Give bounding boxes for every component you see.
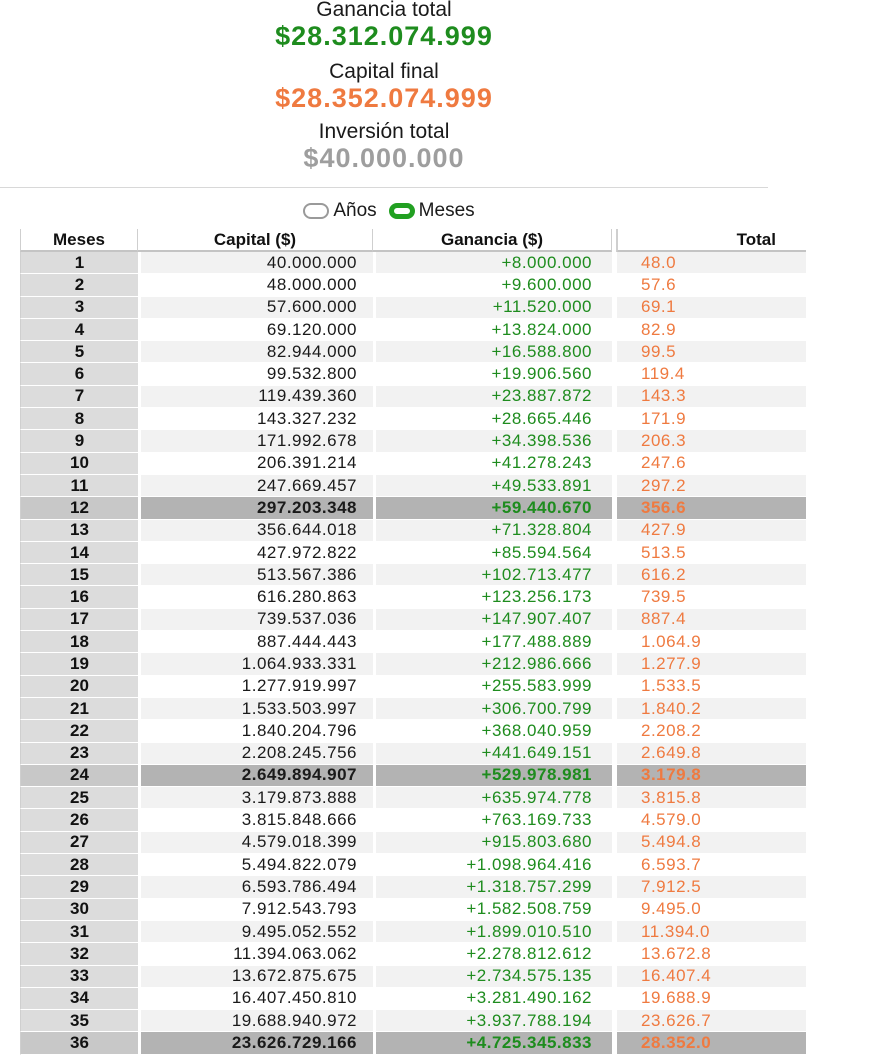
table-row <box>20 297 806 319</box>
month-cell: 36 <box>20 1032 138 1054</box>
capital-cell: 19.688.940.972 <box>138 1010 373 1032</box>
total-value: 82.9 <box>641 319 677 339</box>
total-value: 23.626.7 <box>641 1010 712 1030</box>
gain-cell: +41.278.243 <box>373 453 612 475</box>
total-cell <box>617 252 806 274</box>
table-row <box>20 274 806 296</box>
total-value: 1.840.2 <box>641 698 702 718</box>
total-cell <box>617 319 806 341</box>
month-cell: 6 <box>20 363 138 385</box>
table-header-row <box>20 229 806 252</box>
gain-cell: +19.906.560 <box>373 363 612 385</box>
capital-cell: 247.669.457 <box>138 475 373 497</box>
month-cell: 8 <box>20 408 138 430</box>
final-capital-label: Capital final <box>329 60 439 83</box>
total-value: 1.064.9 <box>641 631 702 651</box>
gain-cell: +529.978.981 <box>373 765 612 787</box>
gain-cell: +23.887.872 <box>373 386 612 408</box>
total-cell <box>617 609 806 631</box>
month-cell: 5 <box>20 341 138 363</box>
gain-cell: +11.520.000 <box>373 297 612 319</box>
total-value: 616.2 <box>641 564 687 584</box>
month-cell: 16 <box>20 586 138 608</box>
total-value: 69.1 <box>641 297 677 317</box>
month-cell: 3 <box>20 297 138 319</box>
table-row <box>20 988 806 1010</box>
capital-cell: 7.912.543.793 <box>138 899 373 921</box>
years-option-label: Años <box>333 200 377 221</box>
total-cell <box>617 943 806 965</box>
total-cell <box>617 676 806 698</box>
month-cell: 25 <box>20 787 138 809</box>
total-cell <box>617 1010 806 1032</box>
total-cell <box>617 542 806 564</box>
month-cell: 33 <box>20 966 138 988</box>
months-option-label: Meses <box>418 200 475 221</box>
table-row <box>20 408 806 430</box>
capital-cell: 1.277.919.997 <box>138 676 373 698</box>
gain-cell: +28.665.446 <box>373 408 612 430</box>
table-row <box>20 319 806 341</box>
month-cell: 7 <box>20 386 138 408</box>
gain-cell: +212.986.666 <box>373 653 612 675</box>
table-row <box>20 876 806 898</box>
capital-cell: 5.494.822.079 <box>138 854 373 876</box>
total-cell <box>617 921 806 943</box>
capital-cell: 1.064.933.331 <box>138 653 373 675</box>
month-cell: 15 <box>20 564 138 586</box>
month-cell: 18 <box>20 631 138 653</box>
capital-cell: 23.626.729.166 <box>138 1032 373 1054</box>
gain-cell: +306.700.799 <box>373 698 612 720</box>
total-cell <box>617 765 806 787</box>
years-radio-icon[interactable] <box>303 203 329 219</box>
total-cell <box>617 698 806 720</box>
month-cell: 26 <box>20 809 138 831</box>
table-row <box>20 854 806 876</box>
total-value: 16.407.4 <box>641 966 712 986</box>
month-cell: 9 <box>20 430 138 452</box>
table-row <box>20 631 806 653</box>
table-row <box>20 497 806 519</box>
total-value: 4.579.0 <box>641 810 702 830</box>
capital-cell: 1.840.204.796 <box>138 720 373 742</box>
gain-cell: +635.974.778 <box>373 787 612 809</box>
gain-cell: +368.040.959 <box>373 720 612 742</box>
total-value: 356.6 <box>641 497 687 517</box>
total-value: 3.179.8 <box>641 765 702 785</box>
month-cell: 11 <box>20 475 138 497</box>
total-value: 513.5 <box>641 542 687 562</box>
gain-cell: +1.098.964.416 <box>373 854 612 876</box>
table-row <box>20 966 806 988</box>
capital-cell: 13.672.875.675 <box>138 966 373 988</box>
gain-cell: +85.594.564 <box>373 542 612 564</box>
total-value: 206.3 <box>641 431 687 451</box>
table-row <box>20 653 806 675</box>
gain-cell: +16.588.800 <box>373 341 612 363</box>
table-row <box>20 520 806 542</box>
total-value: 11.394.0 <box>641 921 710 941</box>
capital-cell: 356.644.018 <box>138 520 373 542</box>
header-months[interactable]: Meses <box>20 229 138 252</box>
total-value: 1.277.9 <box>641 653 702 673</box>
capital-cell: 4.579.018.399 <box>138 832 373 854</box>
total-cell <box>617 631 806 653</box>
month-cell: 34 <box>20 988 138 1010</box>
total-cell <box>617 899 806 921</box>
table-row <box>20 809 806 831</box>
total-cell <box>617 854 806 876</box>
gain-cell: +49.533.891 <box>373 475 612 497</box>
total-value: 297.2 <box>641 475 687 495</box>
gain-cell: +34.398.536 <box>373 430 612 452</box>
gain-cell: +1.899.010.510 <box>373 921 612 943</box>
month-cell: 13 <box>20 520 138 542</box>
table-row <box>20 363 806 385</box>
results-table <box>20 229 806 1055</box>
month-cell: 24 <box>20 765 138 787</box>
table-row <box>20 921 806 943</box>
total-cell <box>617 363 806 385</box>
table-row <box>20 1032 806 1054</box>
total-cell <box>617 809 806 831</box>
gain-cell: +2.278.812.612 <box>373 943 612 965</box>
total-investment-label: Inversión total <box>318 120 450 143</box>
header-capital[interactable]: Capital ($) <box>138 229 373 252</box>
total-cell <box>617 475 806 497</box>
gain-cell: +13.824.000 <box>373 319 612 341</box>
total-value: 887.4 <box>641 609 687 629</box>
total-value: 13.672.8 <box>641 943 712 963</box>
total-value: 2.208.2 <box>641 720 702 740</box>
period-toggle <box>0 188 768 234</box>
gain-cell: +3.937.788.194 <box>373 1010 612 1032</box>
month-cell: 21 <box>20 698 138 720</box>
total-value: 3.815.8 <box>641 787 702 807</box>
gain-cell: +3.281.490.162 <box>373 988 612 1010</box>
total-cell <box>617 988 806 1010</box>
table-row <box>20 586 806 608</box>
total-value: 427.9 <box>641 520 687 540</box>
table-row <box>20 765 806 787</box>
total-cell <box>617 832 806 854</box>
total-cell <box>617 297 806 319</box>
capital-cell: 69.120.000 <box>138 319 373 341</box>
total-value: 739.5 <box>641 587 687 607</box>
table-row <box>20 341 806 363</box>
gain-cell: +8.000.000 <box>373 252 612 274</box>
capital-cell: 3.815.848.666 <box>138 809 373 831</box>
total-cell <box>617 497 806 519</box>
table-row <box>20 676 806 698</box>
month-cell: 23 <box>20 743 138 765</box>
gain-cell: +102.713.477 <box>373 564 612 586</box>
total-value: 99.5 <box>641 341 677 361</box>
gain-cell: +255.583.999 <box>373 676 612 698</box>
table-row <box>20 743 806 765</box>
table-row <box>20 698 806 720</box>
capital-cell: 9.495.052.552 <box>138 921 373 943</box>
capital-cell: 2.208.245.756 <box>138 743 373 765</box>
total-cell <box>617 966 806 988</box>
total-gain-label: Ganancia total <box>316 0 452 21</box>
table-row <box>20 899 806 921</box>
total-cell <box>617 408 806 430</box>
total-value: 143.3 <box>641 386 687 406</box>
gain-cell: +2.734.575.135 <box>373 966 612 988</box>
table-row <box>20 787 806 809</box>
total-value: 119.4 <box>641 364 685 384</box>
years-option[interactable] <box>303 200 376 222</box>
total-cell <box>617 1032 806 1054</box>
results-summary <box>0 0 768 173</box>
gain-cell: +915.803.680 <box>373 832 612 854</box>
table-row <box>20 252 806 274</box>
total-cell <box>617 743 806 765</box>
total-cell <box>617 876 806 898</box>
total-value: 2.649.8 <box>641 743 702 763</box>
gain-cell: +441.649.151 <box>373 743 612 765</box>
month-cell: 17 <box>20 609 138 631</box>
month-cell: 32 <box>20 943 138 965</box>
capital-cell: 3.179.873.888 <box>138 787 373 809</box>
capital-cell: 6.593.786.494 <box>138 876 373 898</box>
month-cell: 30 <box>20 899 138 921</box>
capital-cell: 297.203.348 <box>138 497 373 519</box>
gain-cell: +763.169.733 <box>373 809 612 831</box>
total-value: 247.6 <box>641 453 687 473</box>
total-value: 5.494.8 <box>641 832 702 852</box>
month-cell: 28 <box>20 854 138 876</box>
header-total[interactable]: Total <box>617 229 806 252</box>
total-value: 7.912.5 <box>641 876 702 896</box>
capital-cell: 739.537.036 <box>138 609 373 631</box>
capital-cell: 119.439.360 <box>138 386 373 408</box>
capital-cell: 171.992.678 <box>138 430 373 452</box>
table-row <box>20 386 806 408</box>
month-cell: 12 <box>20 497 138 519</box>
gain-cell: +177.488.889 <box>373 631 612 653</box>
table-row <box>20 720 806 742</box>
total-value: 57.6 <box>641 274 677 294</box>
month-cell: 20 <box>20 676 138 698</box>
capital-cell: 2.649.894.907 <box>138 765 373 787</box>
total-value: 1.533.5 <box>641 676 702 696</box>
total-cell <box>617 274 806 296</box>
results-table-container[interactable] <box>20 229 776 1055</box>
capital-cell: 82.944.000 <box>138 341 373 363</box>
gain-cell: +147.907.407 <box>373 609 612 631</box>
total-cell <box>617 520 806 542</box>
table-row <box>20 943 806 965</box>
capital-cell: 427.972.822 <box>138 542 373 564</box>
gain-cell: +4.725.345.833 <box>373 1032 612 1054</box>
gain-cell: +59.440.670 <box>373 497 612 519</box>
capital-cell: 99.532.800 <box>138 363 373 385</box>
capital-cell: 11.394.063.062 <box>138 943 373 965</box>
months-option[interactable] <box>389 200 475 222</box>
month-cell: 27 <box>20 832 138 854</box>
table-row <box>20 542 806 564</box>
table-row <box>20 1010 806 1032</box>
total-value: 171.9 <box>641 408 687 428</box>
capital-cell: 40.000.000 <box>138 252 373 274</box>
month-cell: 4 <box>20 319 138 341</box>
capital-cell: 16.407.450.810 <box>138 988 373 1010</box>
total-cell <box>617 586 806 608</box>
total-cell <box>617 430 806 452</box>
header-gain[interactable]: Ganancia ($) <box>373 229 612 252</box>
month-cell: 14 <box>20 542 138 564</box>
total-value: 28.352.0 <box>641 1033 712 1053</box>
total-value: 6.593.7 <box>641 854 702 874</box>
total-value: 48.0 <box>641 252 677 272</box>
total-cell <box>617 653 806 675</box>
month-cell: 29 <box>20 876 138 898</box>
total-cell <box>617 386 806 408</box>
month-cell: 31 <box>20 921 138 943</box>
gain-cell: +9.600.000 <box>373 274 612 296</box>
capital-cell: 57.600.000 <box>138 297 373 319</box>
total-cell <box>617 341 806 363</box>
month-cell: 2 <box>20 274 138 296</box>
table-row <box>20 475 806 497</box>
month-cell: 35 <box>20 1010 138 1032</box>
gain-cell: +123.256.173 <box>373 586 612 608</box>
month-cell: 19 <box>20 653 138 675</box>
capital-cell: 206.391.214 <box>138 453 373 475</box>
final-capital-value: $28.352.074.999 <box>275 83 493 113</box>
capital-cell: 1.533.503.997 <box>138 698 373 720</box>
total-cell <box>617 564 806 586</box>
month-cell: 10 <box>20 453 138 475</box>
capital-cell: 616.280.863 <box>138 586 373 608</box>
capital-cell: 48.000.000 <box>138 274 373 296</box>
month-cell: 1 <box>20 252 138 274</box>
month-cell: 22 <box>20 720 138 742</box>
gain-cell: +1.582.508.759 <box>373 899 612 921</box>
table-row <box>20 430 806 452</box>
total-cell <box>617 720 806 742</box>
capital-cell: 887.444.443 <box>138 631 373 653</box>
table-row <box>20 564 806 586</box>
total-value: 19.688.9 <box>641 988 712 1008</box>
gain-cell: +71.328.804 <box>373 520 612 542</box>
table-row <box>20 453 806 475</box>
table-row <box>20 832 806 854</box>
total-investment-value: $40.000.000 <box>303 143 465 173</box>
capital-cell: 513.567.386 <box>138 564 373 586</box>
total-gain-value: $28.312.074.999 <box>275 21 493 51</box>
total-value: 9.495.0 <box>641 899 702 919</box>
gain-cell: +1.318.757.299 <box>373 876 612 898</box>
capital-cell: 143.327.232 <box>138 408 373 430</box>
total-cell <box>617 787 806 809</box>
table-body <box>20 252 806 1055</box>
months-radio-icon[interactable] <box>389 203 415 219</box>
table-row <box>20 609 806 631</box>
total-cell <box>617 453 806 475</box>
